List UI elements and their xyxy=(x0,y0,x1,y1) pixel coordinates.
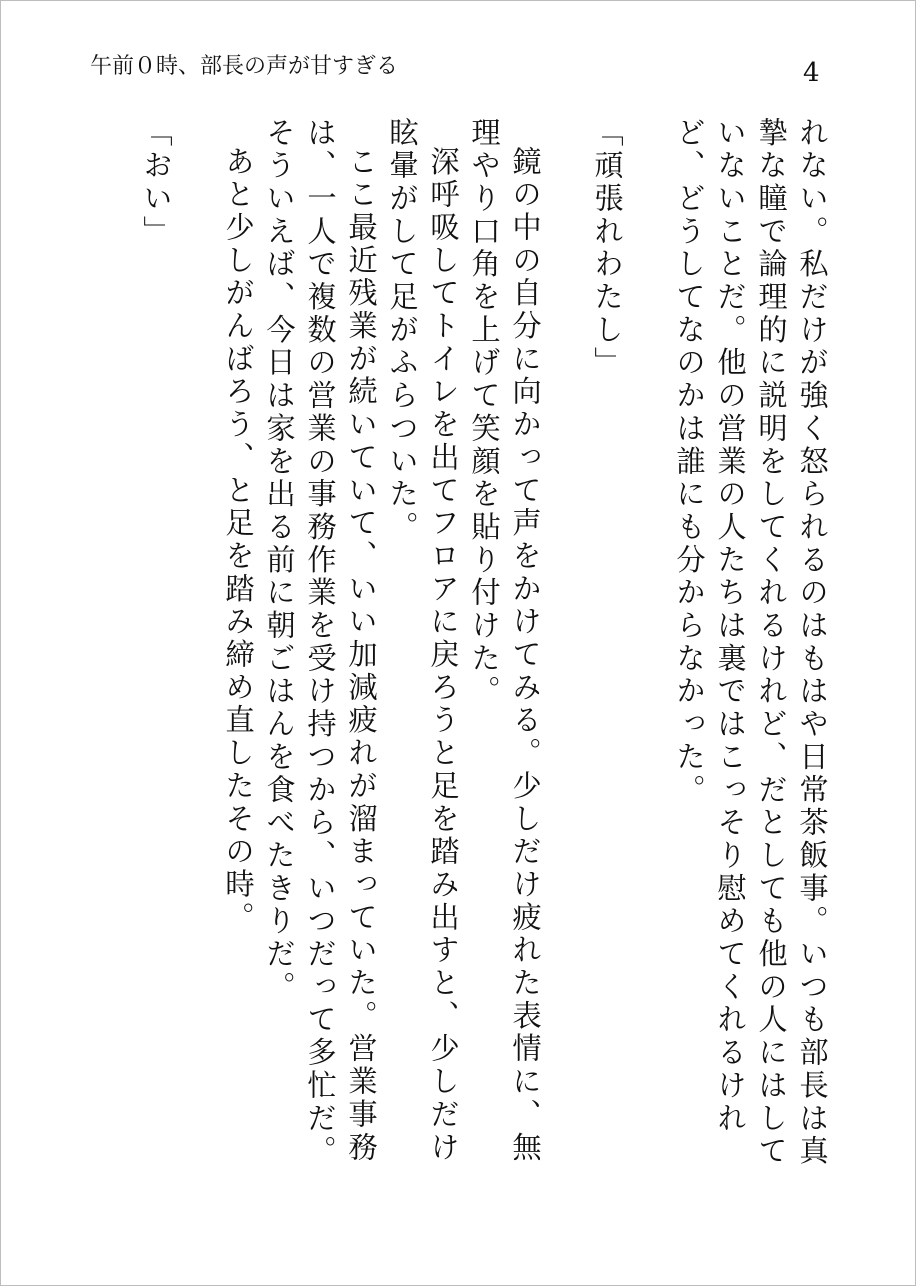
paragraph-mirror: 鏡の中の自分に向かって声をかけてみる。少しだけ疲れた表情に、無理やり口角を上げて笑顔を貼り付けた。 xyxy=(467,117,542,1165)
dialogue-ganbare: 「頑張れわたし」 xyxy=(590,117,624,380)
blank-line xyxy=(176,117,217,1197)
page-number: 4 xyxy=(803,58,820,88)
paragraph-overtime: ここ最近残業が続いていて、いい加減疲れが溜まっていた。営業事務は、一人で複数の営業の事務作業を受け持つから、いつだって多忙だ。そういえば、今日は家を出る前に朝ごはんを食べたきりだ。 xyxy=(262,117,378,1169)
paragraph-continuation: れない。私だけが強く怒られるのはもはや日常茶飯事。いつも部長は真摯な瞳で論理的に説明をしてくれるけれど、だとしても他の人にはしていないことだ。他の営業の人たちは裏ではこっそり慰めてくれるけれど、どうしてなのかは誰にも分からなかった。 xyxy=(672,117,829,1169)
vertical-body-text xyxy=(135,117,832,1197)
running-header-title: 午前０時、部長の声が甘すぎる xyxy=(90,54,399,79)
paragraph-that-moment: あと少しがんばろう、と足を踏み締め直したその時。 xyxy=(221,146,255,935)
dialogue-oi: 「おい」 xyxy=(139,117,173,249)
paragraph-deep-breath: 深呼吸してトイレを出てフロアに戻ろうと足を踏み出すと、少しだけ眩暈がして足がふらついた。 xyxy=(385,117,460,1165)
blank-line xyxy=(627,117,668,1197)
blank-line xyxy=(545,117,586,1197)
